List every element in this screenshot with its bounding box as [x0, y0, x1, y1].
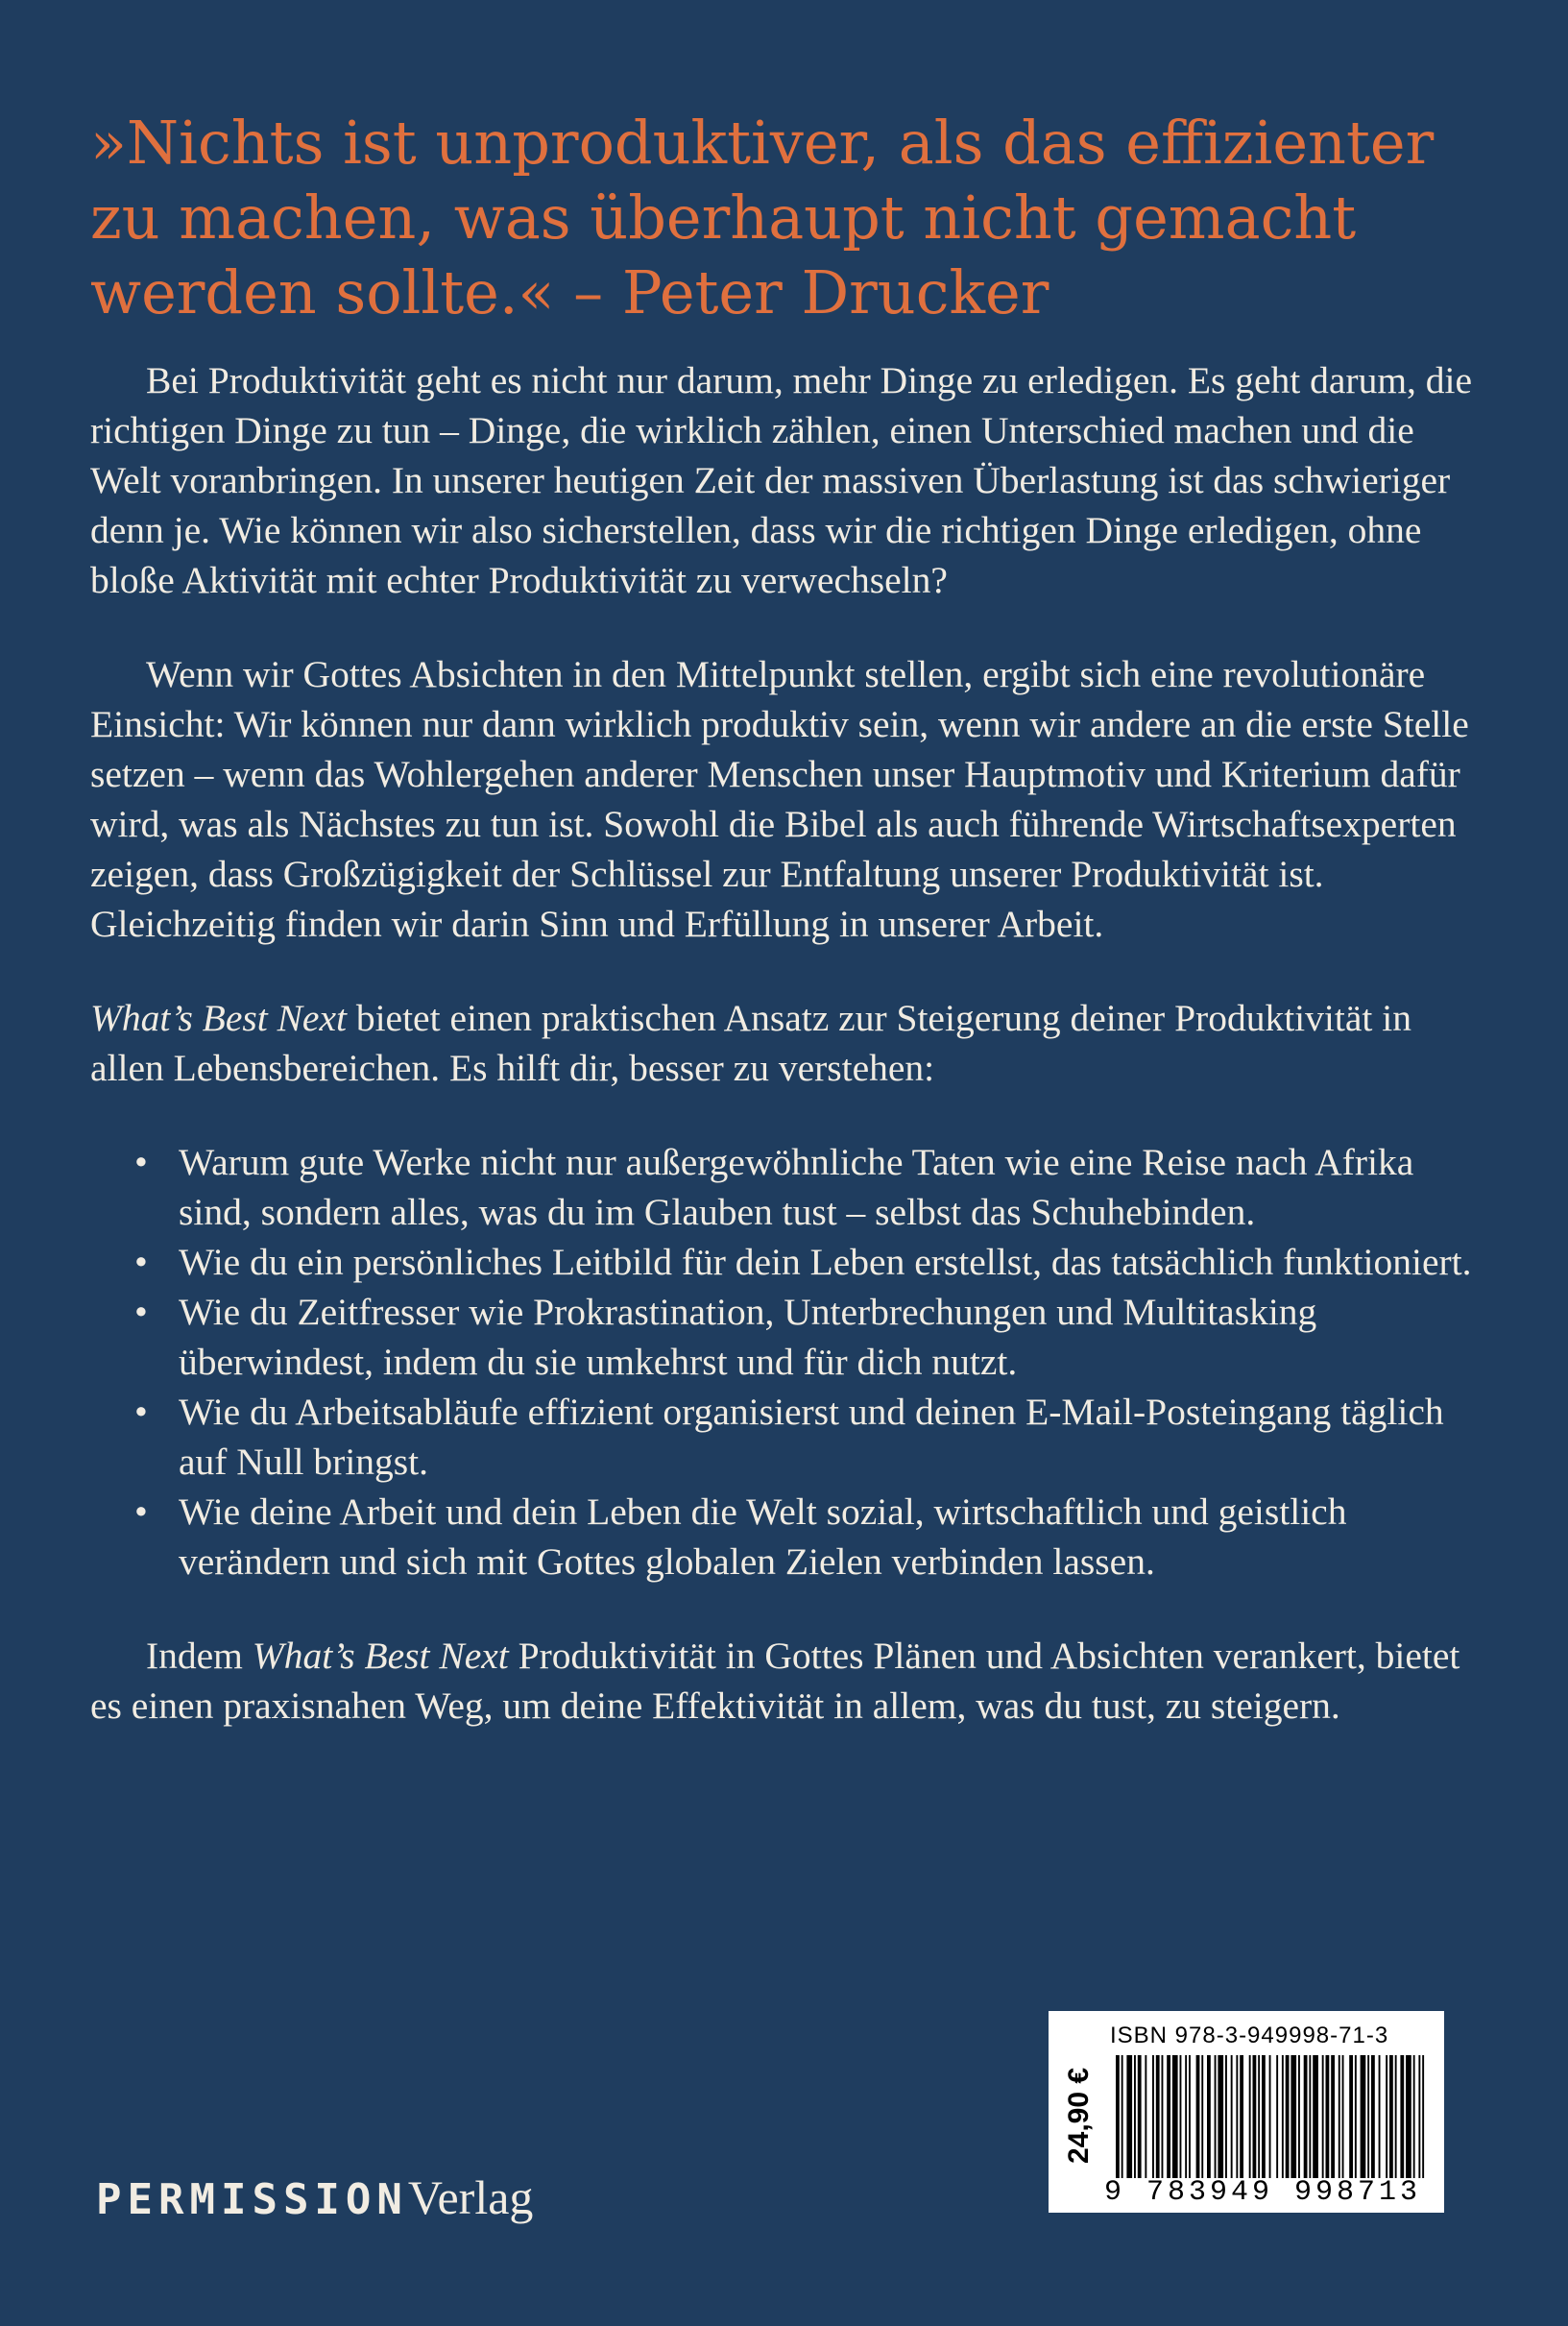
list-item: • Wie du Arbeitsabläufe effizient organisierst und deinen E-Mail-Posteingang täglich auf Null bringst. — [90, 1387, 1483, 1487]
barcode-bar — [1422, 2055, 1424, 2178]
barcode-bar — [1207, 2055, 1211, 2178]
paragraph-1: Bei Produktivität geht es nicht nur darum, mehr Dinge zu erledigen. Es geht darum, die richtigen Dinge zu tun – Dinge, die wirklich zählen, einen Unterschied machen und die Welt voranbringen. In unserer heutigen Zeit der massiven Überlastung ist das schwieriger denn je. Wie können wir also sicherstellen, dass wir die richtigen Dinge erledigen, ohne bloße Aktivität mit echter Produktivität zu verwechseln? — [90, 359, 1473, 601]
publisher-logo — [96, 2169, 533, 2229]
barcode-bar — [1400, 2055, 1404, 2178]
barcode-bar — [1116, 2055, 1120, 2178]
barcode-bar — [1218, 2055, 1223, 2178]
isbn-label: ISBN 978-3-949998-71-3 — [1110, 2023, 1389, 2048]
barcode-bar — [1215, 2055, 1217, 2178]
barcode-bar — [1395, 2055, 1397, 2178]
barcode-bar — [1331, 2055, 1335, 2178]
barcode-bar — [1286, 2055, 1290, 2178]
barcode-bar — [1355, 2055, 1357, 2178]
barcode-digits: 9 783949 998713 — [1104, 2176, 1422, 2209]
barcode-bar — [1145, 2055, 1146, 2178]
barcode-bar — [1231, 2055, 1233, 2178]
barcode-bar — [1258, 2055, 1260, 2178]
barcode-bar — [1342, 2055, 1344, 2178]
barcode-bar — [1189, 2055, 1191, 2178]
back-cover-quote: »Nichts ist unproduktiver, als das effizienter zu machen, was überhaupt nicht gemacht werden sollte.« – Peter Drucker — [90, 108, 1435, 327]
list-item: • Warum gute Werke nicht nur außergewöhnliche Taten wie eine Reise nach Afrika sind, sondern alles, was du im Glauben tust – selbst das Schuhebinden. — [90, 1137, 1483, 1237]
barcode-bar — [1126, 2055, 1132, 2178]
barcode-bar — [1269, 2055, 1271, 2178]
bullet-icon: • — [134, 1291, 148, 1333]
paragraph-3 — [90, 993, 1483, 1093]
price-label: 24,90 € — [1063, 2067, 1095, 2165]
barcode-bar — [1185, 2055, 1187, 2178]
paragraph-2: Wenn wir Gottes Absichten in den Mittelpunkt stellen, ergibt sich eine revolutionäre Einsicht: Wir können nur dann wirklich produktiv sein, wenn wir andere an die erste Stelle setzen – wenn das Wohlergehen anderer Menschen unser Hauptmotiv und Kriterium dafür wird, was als Nächstes zu tun ist. Sowohl die Bibel als auch führende Wirtschaftsexperten zeigen, dass Großzügigkeit der Schlüssel zur Entfaltung unserer Produktivität ist. Gleichzeitig finden wir darin Sinn und Erfüllung in unserer Arbeit. — [90, 653, 1469, 945]
barcode-bar — [1196, 2055, 1200, 2178]
barcode-bar — [1152, 2055, 1154, 2178]
barcode-bar — [1389, 2055, 1393, 2178]
barcode-bar — [1162, 2055, 1164, 2178]
barcode-bar — [1167, 2055, 1170, 2178]
barcode-bar — [1298, 2055, 1300, 2178]
barcode-bar — [1253, 2055, 1257, 2178]
bullet-icon: • — [134, 1391, 148, 1433]
barcode-bar — [1122, 2055, 1123, 2178]
paragraph-4: Indem What’s Best Next Produktivität in Gottes Plänen und Absichten verankert, bietet es einen praxisnahen Weg, um deine Effektivität in allem, was du tust, zu steigern. — [90, 1635, 1460, 1727]
barcode-bar — [1201, 2055, 1203, 2178]
benefits-list — [90, 1137, 1483, 1587]
bullet-icon: • — [134, 1141, 148, 1183]
barcode-bar — [1371, 2055, 1375, 2178]
barcode-bar — [1156, 2055, 1160, 2178]
publisher-name: PERMISSION — [96, 2175, 408, 2224]
barcode-bar — [1249, 2055, 1251, 2178]
barcode-bar — [1361, 2055, 1366, 2178]
barcode-icon — [1116, 2055, 1433, 2178]
barcode-bar — [1225, 2055, 1227, 2178]
barcode-bar — [1418, 2055, 1420, 2178]
barcode-bar — [1349, 2055, 1353, 2178]
list-item: • Wie deine Arbeit und dein Leben die Welt sozial, wirtschaftlich und geistlich verändern und sich mit Gottes globalen Zielen verbinden lassen. — [90, 1487, 1483, 1587]
barcode-bar — [1172, 2055, 1178, 2178]
barcode-bar — [1291, 2055, 1296, 2178]
barcode-bar — [1276, 2055, 1278, 2178]
barcode-bar — [1180, 2055, 1182, 2178]
barcode-bar — [1309, 2055, 1311, 2178]
barcode-bar — [1386, 2055, 1387, 2178]
bullet-icon: • — [134, 1241, 148, 1283]
barcode-bar — [1313, 2055, 1318, 2178]
paragraph-3-text: bietet einen praktischen Ansatz zur Steigerung deiner Produktivität in allen Lebensbereichen. Es hilft dir, besser zu verstehen: — [90, 997, 1411, 1089]
barcode-bar — [1236, 2055, 1238, 2178]
publisher-suffix: Verlag — [407, 2170, 534, 2224]
barcode-bar — [1304, 2055, 1308, 2178]
barcode-bar — [1322, 2055, 1324, 2178]
barcode-bar — [1262, 2055, 1266, 2178]
bullet-icon: • — [134, 1490, 148, 1533]
book-title: What’s Best Next — [252, 1635, 509, 1677]
book-title: What’s Best Next — [90, 997, 347, 1039]
barcode-bar — [1282, 2055, 1284, 2178]
blurb-body — [90, 355, 1483, 1775]
list-item: • Wie du ein persönliches Leitbild für dein Leben erstellst, das tatsächlich funktioniert. — [90, 1237, 1483, 1287]
barcode-bar — [1406, 2055, 1411, 2178]
barcode-bar — [1339, 2055, 1340, 2178]
barcode-bar — [1413, 2055, 1415, 2178]
barcode-bar — [1134, 2055, 1136, 2178]
barcode-box — [1049, 2011, 1444, 2213]
list-item: • Wie du Zeitfresser wie Prokrastination, Unterbrechungen und Multitasking überwindest, indem du sie umkehrst und für dich nutzt. — [90, 1287, 1483, 1387]
barcode-bar — [1326, 2055, 1330, 2178]
barcode-bar — [1379, 2055, 1381, 2178]
barcode-bar — [1138, 2055, 1142, 2178]
barcode-bar — [1367, 2055, 1369, 2178]
barcode-bar — [1240, 2055, 1243, 2178]
